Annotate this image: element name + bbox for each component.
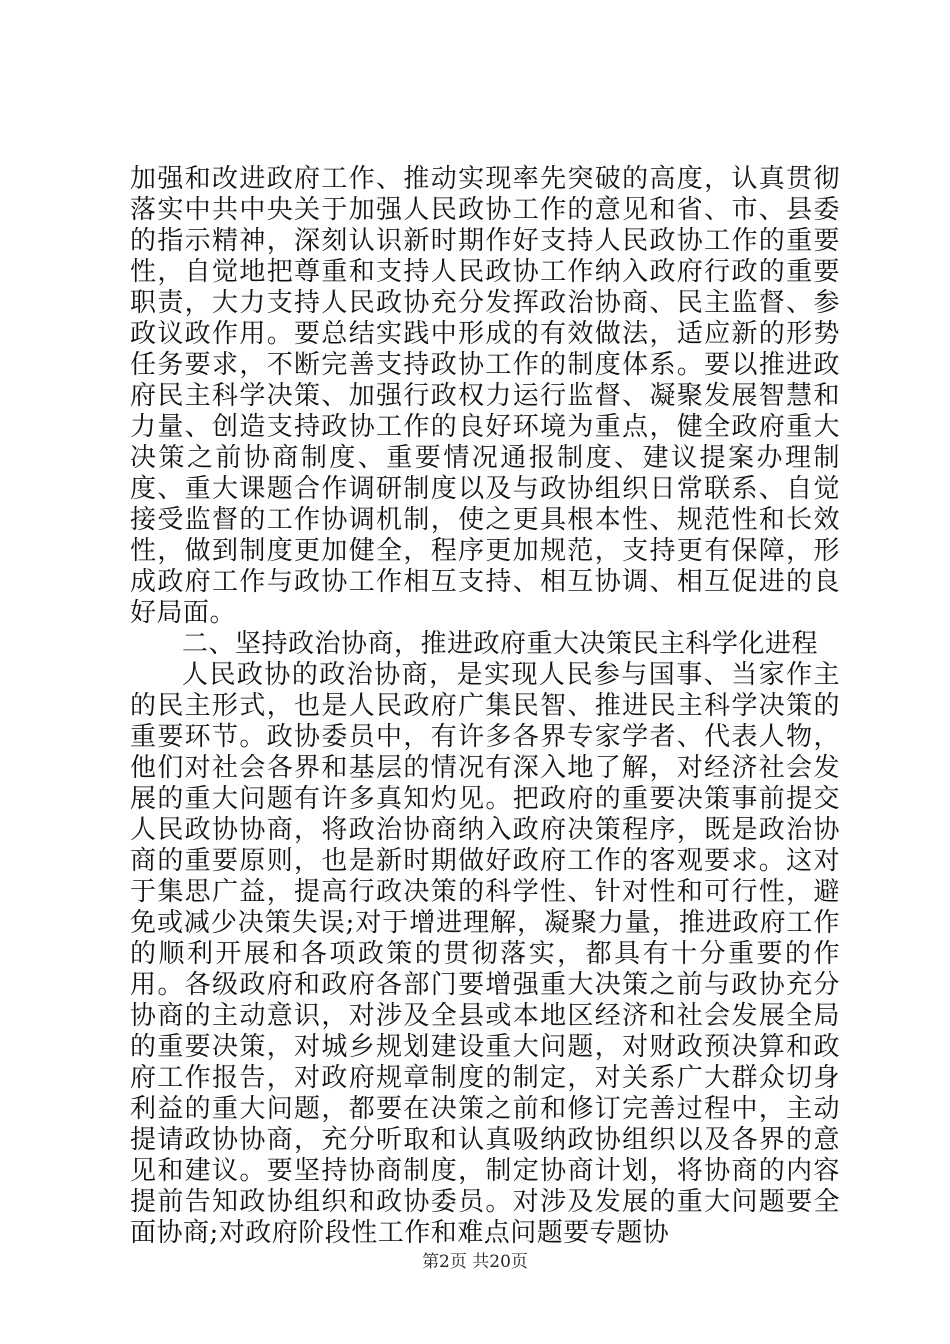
page-footer (0, 1247, 950, 1272)
paragraph-2: 人民政协的政治协商，是实现人民参与国事、当家作主的民主形式，也是人民政府广集民智、推进民主科学决策的重要环节。政协委员中，有许多各界专家学者、代表人物，他们对社会各界和基层的情况有深入地了解，对经济社会发展的重大问题有许多真知灼见。把政府的重要决策事前提交人民政协协商，将政治协商纳入政府决策程序，既是政治协商的重要原则，也是新时期做好政府工作的客观要求。这对于集思广益，提高行政决策的科学性、针对性和可行性，避免或减少决策失误;对于增进理解，凝聚力量，推进政府工作的顺利开展和各项政策的贯彻落实，都具有十分重要的作用。各级政府和政府各部门要增强重大决策之前与政协充分协商的主动意识，对涉及全县或本地区经济和社会发展全局的重要决策，对城乡规划建设重大问题，对财政预决算和政府工作报告，对政府规章制度的制定，对关系广大群众切身利益的重大问题，都要在决策之前和修订完善过程中，主动提请政协协商，充分听取和认真吸纳政协组织以及各界的意见和建议。要坚持协商制度，制定协商计划，将协商的内容提前告知政协组织和政协委员。对涉及发展的重大问题要全面协商;对政府阶段性工作和难点问题要专题协 (130, 660, 840, 1248)
document-body (130, 164, 840, 1249)
paragraph-1: 加强和改进政府工作、推动实现率先突破的高度，认真贯彻落实中共中央关于加强人民政协工作的意见和省、市、县委的指示精神，深刻认识新时期作好支持人民政协工作的重要性，自觉地把尊重和支持人民政协工作纳入政府行政的重要职责，大力支持人民政协充分发挥政治协商、民主监督、参政议政作用。要总结实践中形成的有效做法，适应新的形势任务要求，不断完善支持政协工作的制度体系。要以推进政府民主科学决策、加强行政权力运行监督、凝聚发展智慧和力量、创造支持政协工作的良好环境为重点，健全政府重大决策之前协商制度、重要情况通报制度、建议提案办理制度、重大课题合作调研制度以及与政协组织日常联系、自觉接受监督的工作协调机制，使之更具根本性、规范性和长效性，做到制度更加健全，程序更加规范，支持更有保障，形成政府工作与政协工作相互支持、相互协调、相互促进的良好局面。 (130, 164, 840, 628)
section-heading: 二、坚持政治协商，推进政府重大决策民主科学化进程 (182, 629, 819, 659)
page-number: 第2页 共20页 (422, 1252, 528, 1272)
